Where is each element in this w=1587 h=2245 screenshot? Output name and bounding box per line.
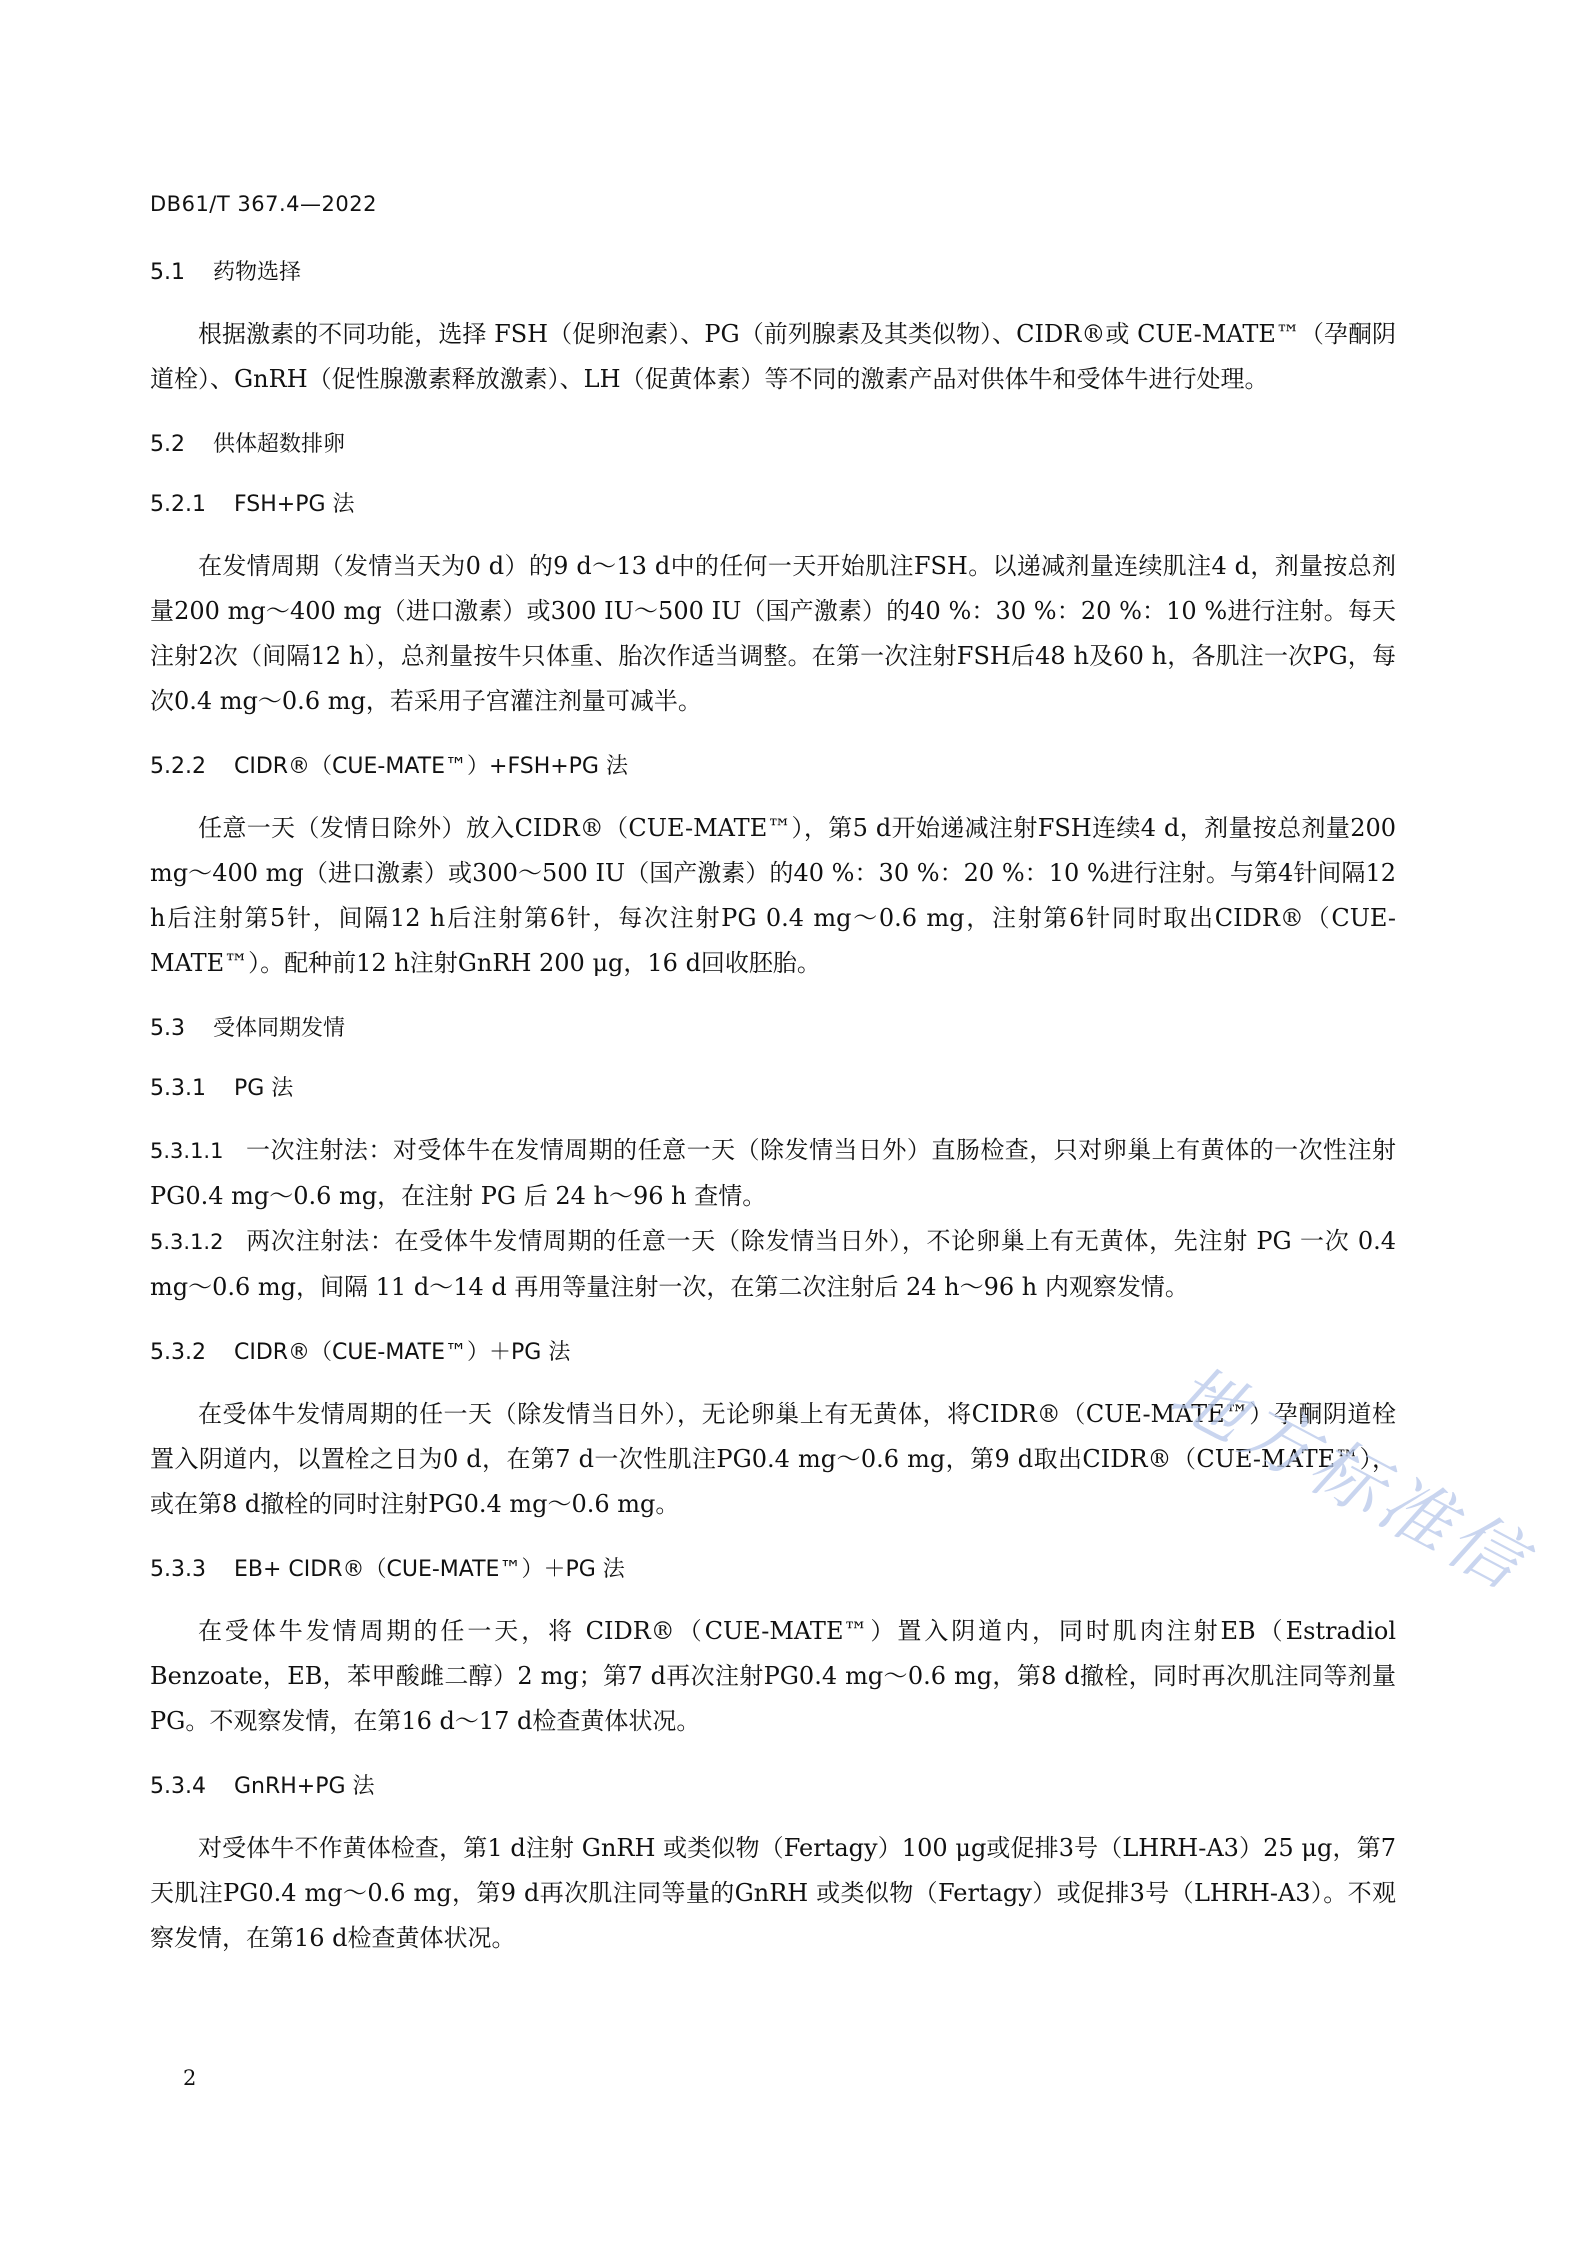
section-heading: 5.1 药物选择 <box>150 260 302 285</box>
subsection-heading: 5.2.1 FSH+PG 法 <box>150 492 355 517</box>
subsection-heading: 5.3.4 GnRH+PG 法 <box>150 1774 375 1799</box>
subsection-heading: 5.3.1 PG 法 <box>150 1076 294 1101</box>
section-heading: 5.3 受体同期发情 <box>150 1016 346 1041</box>
paragraph: 在受体牛发情周期的任一天，将 CIDR®（CUE-MATE™）置入阴道内，同时肌肉注射EB（Estradiol Benzoate，EB，苯甲酸雌二醇）2 mg；第7 d再次注射PG0.4 mg～0.6 mg，第8 d撤栓，同时再次肌注同等剂量PG。不观察发情，在第16 d～17 d检查黄体状况。 <box>150 1617 1396 1735</box>
subsection-heading: 5.3.2 CIDR®（CUE-MATE™）＋PG 法 <box>150 1340 571 1365</box>
paragraph: 任意一天（发情日除外）放入CIDR®（CUE-MATE™），第5 d开始递减注射FSH连续4 d，剂量按总剂量200 mg～400 mg（进口激素）或300～500 IU（国产激素）的40 %：30 %：20 %：10 %进行注射。与第4针间隔12 h后注射第5针，间隔12 h后注射第6针，每次注射PG 0.4 mg～0.6 mg，注射第6针同时取出CIDR®（CUE-MATE™）。配种前12 h注射GnRH 200 μg，16 d回收胚胎。 <box>150 814 1396 977</box>
clause: 5.3.1.1 一次注射法：对受体牛在发情周期的任意一天（除发情当日外）直肠检查，只对卵巢上有黄体的一次性注射 PG0.4 mg～0.6 mg，在注射 PG 后 24 h～96 h 查情。 <box>150 1136 1396 1210</box>
paragraph: 在发情周期（发情当天为0 d）的9 d～13 d中的任何一天开始肌注FSH。以递减剂量连续肌注4 d，剂量按总剂量200 mg～400 mg（进口激素）或300 IU～500 IU（国产激素）的40 %：30 %：20 %：10 %进行注射。每天注射2次（间隔12 h），总剂量按牛只体重、胎次作适当调整。在第一次注射FSH后48 h及60 h，各肌注一次PG，每次0.4 mg～0.6 mg，若采用子宫灌注剂量可减半。 <box>150 552 1396 715</box>
document-body <box>150 256 1396 1961</box>
document-code: DB61/T 367.4—2022 <box>150 192 377 216</box>
clause: 5.3.1.2 两次注射法：在受体牛发情周期的任意一天（除发情当日外），不论卵巢上有无黄体，先注射 PG 一次 0.4 mg～0.6 mg，间隔 11 d～14 d 再用等量注射一次，在第二次注射后 24 h～96 h 内观察发情。 <box>150 1227 1396 1301</box>
watermark: 地方标准信 <box>1158 1349 1542 1607</box>
subsection-heading: 5.2.2 CIDR®（CUE-MATE™）+FSH+PG 法 <box>150 754 628 779</box>
section-heading: 5.2 供体超数排卵 <box>150 432 346 457</box>
paragraph: 根据激素的不同功能，选择 FSH（促卵泡素）、PG（前列腺素及其类似物）、CIDR®或 CUE-MATE™（孕酮阴道栓）、GnRH（促性腺激素释放激素）、LH（促黄体素）等不同的激素产品对供体牛和受体牛进行处理。 <box>150 320 1396 393</box>
subsection-heading: 5.3.3 EB+ CIDR®（CUE-MATE™）＋PG 法 <box>150 1557 625 1582</box>
paragraph: 在受体牛发情周期的任一天（除发情当日外），无论卵巢上有无黄体，将CIDR®（CUE-MATE™）孕酮阴道栓置入阴道内，以置栓之日为0 d，在第7 d一次性肌注PG0.4 mg～0.6 mg，第9 d取出CIDR®（CUE-MATE™），或在第8 d撤栓的同时注射PG0.4 mg～0.6 mg。 <box>150 1400 1396 1518</box>
paragraph: 对受体牛不作黄体检查，第1 d注射 GnRH 或类似物（Fertagy）100 μg或促排3号（LHRH-A3）25 μg，第7天肌注PG0.4 mg～0.6 mg，第9 d再次肌注同等量的GnRH 或类似物（Fertagy）或促排3号（LHRH-A3）。不观察发情，在第16 d检查黄体状况。 <box>150 1834 1396 1952</box>
page-number: 2 <box>183 2066 197 2090</box>
